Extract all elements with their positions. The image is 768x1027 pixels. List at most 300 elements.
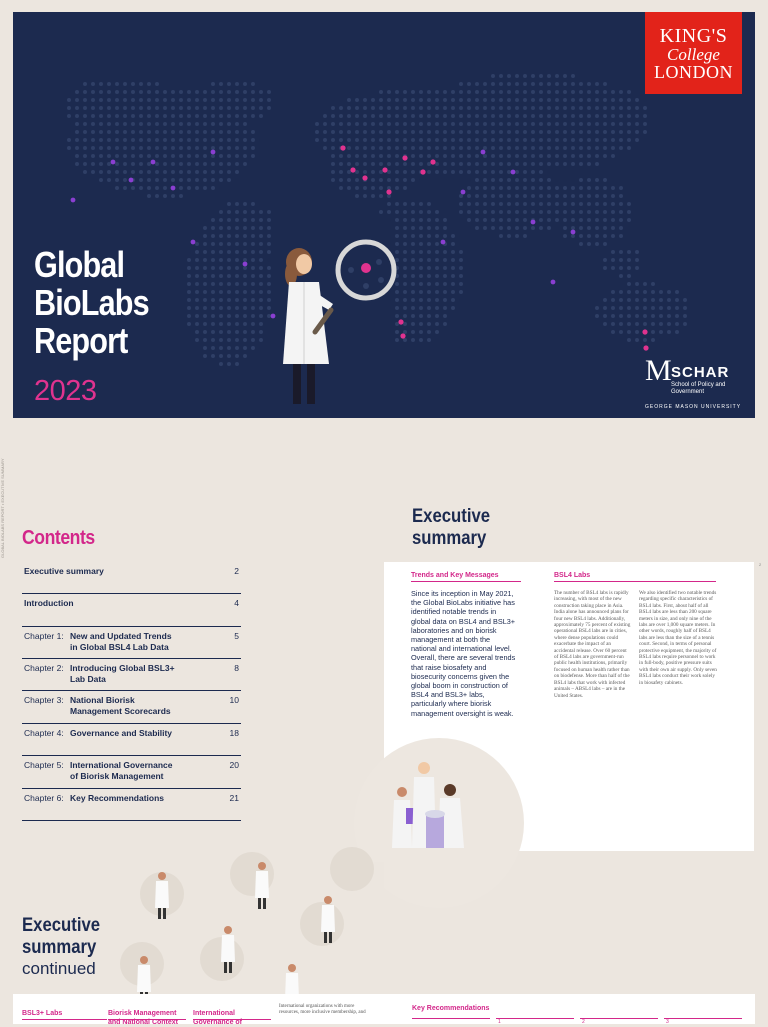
map-dot: [595, 194, 599, 198]
map-dot: [131, 146, 135, 150]
map-dot: [371, 186, 375, 190]
map-dot: [99, 82, 103, 86]
map-dot: [571, 138, 575, 142]
map-dot: [579, 234, 583, 238]
map-dot: [435, 250, 439, 254]
map-dot: [499, 130, 503, 134]
map-dot: [595, 210, 599, 214]
map-dot: [467, 130, 471, 134]
map-dot: [259, 306, 263, 310]
toc-title: International Governance of Biorisk Management: [70, 760, 173, 781]
map-dot: [235, 90, 239, 94]
map-dot: [259, 98, 263, 102]
map-dot: [579, 178, 583, 182]
map-dot: [355, 122, 359, 126]
map-dot: [563, 74, 567, 78]
map-dot: [563, 234, 567, 238]
map-dot: [659, 322, 663, 326]
map-dot: [107, 130, 111, 134]
toc-entry[interactable]: [22, 562, 241, 594]
map-dot: [563, 106, 567, 110]
map-dot: [147, 146, 151, 150]
toc-entry[interactable]: [22, 789, 241, 821]
map-dot: [523, 130, 527, 134]
map-dot: [83, 122, 87, 126]
map-dot: [619, 290, 623, 294]
map-dot: [571, 234, 575, 238]
map-dot: [435, 210, 439, 214]
map-dot: [171, 122, 175, 126]
map-dot: [147, 98, 151, 102]
map-dot: [115, 98, 119, 102]
map-dot: [323, 130, 327, 134]
map-dot: [235, 282, 239, 286]
map-dot: [611, 314, 615, 318]
map-dot: [491, 146, 495, 150]
map-dot: [547, 74, 551, 78]
map-dot: [67, 138, 71, 142]
map-dot: [459, 154, 463, 158]
map-dot: [603, 242, 607, 246]
map-dot: [683, 314, 687, 318]
toc-title: Governance and Stability: [70, 728, 173, 738]
map-dot: [619, 202, 623, 206]
map-dot: [603, 218, 607, 222]
map-dot: [123, 130, 127, 134]
map-dot: [507, 82, 511, 86]
map-dot: [259, 258, 263, 262]
map-dot: [563, 90, 567, 94]
map-dot: [571, 146, 575, 150]
map-dot: [587, 234, 591, 238]
map-dot: [339, 138, 343, 142]
map-dot: [587, 186, 591, 190]
map-dot: [195, 266, 199, 270]
map-dot: [171, 138, 175, 142]
map-dot: [187, 146, 191, 150]
map-dot: [603, 98, 607, 102]
map-dot: [627, 298, 631, 302]
scientist-figure: [318, 894, 338, 944]
map-dot: [411, 154, 415, 158]
rec-rule-2: [580, 1018, 658, 1019]
map-dot: [611, 330, 615, 334]
map-dot: [451, 290, 455, 294]
map-dot: [539, 202, 543, 206]
map-dot: [603, 90, 607, 94]
map-dot: [419, 138, 423, 142]
map-dot: [603, 130, 607, 134]
map-dot: [203, 298, 207, 302]
map-dot: [155, 122, 159, 126]
map-dot: [555, 114, 559, 118]
map-dot: [667, 298, 671, 302]
map-dot: [395, 162, 399, 166]
map-dot: [67, 146, 71, 150]
map-dot: [123, 170, 127, 174]
map-dot: [571, 202, 575, 206]
map-dot: [603, 298, 607, 302]
map-dot: [323, 122, 327, 126]
map-dot: [619, 306, 623, 310]
map-dot: [107, 114, 111, 118]
map-dot: [523, 202, 527, 206]
map-dot: [427, 298, 431, 302]
map-dot: [235, 274, 239, 278]
map-dot: [83, 170, 87, 174]
bsl3-lab-dot: [211, 150, 216, 155]
map-dot: [331, 130, 335, 134]
map-dot: [419, 202, 423, 206]
map-dot: [635, 322, 639, 326]
map-dot: [627, 274, 631, 278]
map-dot: [411, 266, 415, 270]
map-dot: [547, 202, 551, 206]
map-dot: [619, 234, 623, 238]
map-dot: [451, 170, 455, 174]
cover-title-line-2: BioLabs: [34, 282, 149, 323]
map-dot: [163, 114, 167, 118]
map-dot: [171, 154, 175, 158]
map-dot: [507, 162, 511, 166]
map-dot: [187, 290, 191, 294]
map-dot: [211, 330, 215, 334]
map-dot: [227, 242, 231, 246]
map-dot: [379, 90, 383, 94]
map-dot: [219, 98, 223, 102]
map-dot: [547, 114, 551, 118]
map-dot: [187, 122, 191, 126]
map-dot: [627, 146, 631, 150]
map-dot: [443, 266, 447, 270]
map-dot: [563, 218, 567, 222]
map-dot: [115, 114, 119, 118]
map-dot: [235, 226, 239, 230]
map-dot: [123, 186, 127, 190]
map-dot: [515, 90, 519, 94]
map-dot: [491, 114, 495, 118]
trends-heading: Trends and Key Messages: [411, 572, 521, 582]
map-dot: [467, 210, 471, 214]
map-dot: [211, 114, 215, 118]
map-dot: [395, 170, 399, 174]
cover-title-line-3: Report: [34, 320, 128, 361]
map-dot: [635, 258, 639, 262]
map-dot: [435, 266, 439, 270]
map-dot: [539, 98, 543, 102]
map-dot: [187, 274, 191, 278]
map-dot: [395, 90, 399, 94]
map-dot: [507, 178, 511, 182]
map-dot: [491, 210, 495, 214]
map-dot: [611, 106, 615, 110]
map-dot: [331, 138, 335, 142]
cont-title-bold: [22, 915, 111, 959]
map-dot: [131, 122, 135, 126]
map-dot: [611, 146, 615, 150]
map-dot: [451, 138, 455, 142]
map-dot: [411, 290, 415, 294]
toc-chapter-label: Chapter 5:: [24, 760, 64, 770]
map-dot: [587, 138, 591, 142]
map-dot: [435, 90, 439, 94]
map-dot: [227, 362, 231, 366]
map-dot: [579, 114, 583, 118]
map-dot: [427, 226, 431, 230]
map-dot: [427, 330, 431, 334]
map-dot: [155, 186, 159, 190]
map-dot: [571, 218, 575, 222]
map-dot: [259, 298, 263, 302]
map-dot: [75, 130, 79, 134]
map-dot: [547, 226, 551, 230]
map-dot: [459, 114, 463, 118]
map-dot: [579, 194, 583, 198]
map-dot: [427, 146, 431, 150]
map-dot: [419, 146, 423, 150]
map-dot: [267, 218, 271, 222]
map-dot: [523, 90, 527, 94]
map-dot: [339, 170, 343, 174]
map-dot: [451, 282, 455, 286]
map-dot: [363, 106, 367, 110]
map-dot: [379, 114, 383, 118]
map-dot: [235, 170, 239, 174]
toc-entry[interactable]: [22, 594, 241, 627]
map-dot: [227, 154, 231, 158]
map-dot: [523, 210, 527, 214]
map-dot: [467, 122, 471, 126]
toc-entry[interactable]: [22, 691, 241, 724]
map-dot: [211, 234, 215, 238]
bsl3-lab-dot: [511, 170, 516, 175]
map-dot: [627, 314, 631, 318]
toc-entry[interactable]: [22, 756, 241, 789]
map-dot: [675, 330, 679, 334]
map-dot: [403, 98, 407, 102]
map-dot: [483, 178, 487, 182]
map-dot: [131, 82, 135, 86]
map-dot: [443, 154, 447, 158]
map-dot: [539, 82, 543, 86]
map-dot: [435, 314, 439, 318]
map-dot: [259, 218, 263, 222]
map-dot: [139, 122, 143, 126]
map-dot: [595, 202, 599, 206]
map-dot: [227, 170, 231, 174]
map-dot: [459, 194, 463, 198]
contents-heading-text: Contents: [22, 527, 95, 549]
map-dot: [603, 210, 607, 214]
map-dot: [251, 130, 255, 134]
map-dot: [123, 106, 127, 110]
map-dot: [611, 218, 615, 222]
map-dot: [611, 202, 615, 206]
map-dot: [123, 146, 127, 150]
map-dot: [267, 210, 271, 214]
map-dot: [163, 170, 167, 174]
map-dot: [427, 162, 431, 166]
map-dot: [547, 82, 551, 86]
map-dot: [211, 266, 215, 270]
map-dot: [243, 154, 247, 158]
map-dot: [187, 186, 191, 190]
toc-entry[interactable]: [22, 659, 241, 691]
map-dot: [531, 122, 535, 126]
map-dot: [235, 130, 239, 134]
map-dot: [235, 138, 239, 142]
map-dot: [235, 106, 239, 110]
map-dot: [171, 130, 175, 134]
map-dot: [627, 290, 631, 294]
map-dot: [411, 306, 415, 310]
continued-left-page: [13, 994, 384, 1024]
map-dot: [339, 130, 343, 134]
map-dot: [243, 250, 247, 254]
map-dot: [411, 202, 415, 206]
map-dot: [379, 178, 383, 182]
map-dot: [251, 298, 255, 302]
map-dot: [387, 178, 391, 182]
map-dot: [91, 130, 95, 134]
map-dot: [611, 130, 615, 134]
map-dot: [499, 178, 503, 182]
map-dot: [211, 298, 215, 302]
map-dot: [139, 114, 143, 118]
map-dot: [259, 290, 263, 294]
map-dot: [627, 306, 631, 310]
map-dot: [555, 146, 559, 150]
map-dot: [547, 90, 551, 94]
map-dot: [411, 234, 415, 238]
map-dot: [435, 106, 439, 110]
map-dot: [179, 130, 183, 134]
map-dot: [483, 226, 487, 230]
map-dot: [435, 298, 439, 302]
toc-entry[interactable]: [22, 724, 241, 756]
map-dot: [515, 74, 519, 78]
map-dot: [491, 74, 495, 78]
map-dot: [467, 138, 471, 142]
map-dot: [627, 98, 631, 102]
map-dot: [531, 98, 535, 102]
map-dot: [451, 122, 455, 126]
map-dot: [403, 178, 407, 182]
map-dot: [475, 154, 479, 158]
map-dot: [411, 114, 415, 118]
map-dot: [443, 226, 447, 230]
map-dot: [259, 90, 263, 94]
map-dot: [235, 306, 239, 310]
map-dot: [539, 162, 543, 166]
map-dot: [603, 322, 607, 326]
map-dot: [443, 306, 447, 310]
map-dot: [635, 282, 639, 286]
map-dot: [363, 154, 367, 158]
map-dot: [627, 250, 631, 254]
map-dot: [443, 218, 447, 222]
map-dot: [595, 90, 599, 94]
map-dot: [627, 322, 631, 326]
map-dot: [211, 122, 215, 126]
map-dot: [563, 202, 567, 206]
map-dot: [99, 114, 103, 118]
map-dot: [235, 218, 239, 222]
map-dot: [451, 106, 455, 110]
map-dot: [403, 90, 407, 94]
map-dot: [155, 138, 159, 142]
map-dot: [147, 114, 151, 118]
map-dot: [619, 138, 623, 142]
map-dot: [347, 122, 351, 126]
map-dot: [195, 130, 199, 134]
map-dot: [619, 226, 623, 230]
map-dot: [579, 130, 583, 134]
map-dot: [107, 82, 111, 86]
map-dot: [91, 138, 95, 142]
map-dot: [387, 202, 391, 206]
map-dot: [139, 186, 143, 190]
cont-title-line-1: Executive: [22, 915, 101, 936]
map-dot: [195, 90, 199, 94]
toc-entry[interactable]: [22, 627, 241, 659]
map-dot: [595, 314, 599, 318]
map-dot: [571, 74, 575, 78]
map-dot: [203, 186, 207, 190]
map-dot: [115, 130, 119, 134]
map-dot: [179, 138, 183, 142]
map-dot: [531, 82, 535, 86]
map-dot: [259, 106, 263, 110]
map-dot: [363, 162, 367, 166]
map-dot: [227, 258, 231, 262]
map-dot: [179, 162, 183, 166]
map-dot: [235, 290, 239, 294]
toc-page-number: 20: [229, 760, 239, 770]
map-dot: [515, 162, 519, 166]
map-dot: [115, 106, 119, 110]
map-dot: [75, 114, 79, 118]
map-dot: [531, 194, 535, 198]
map-dot: [395, 218, 399, 222]
map-dot: [475, 90, 479, 94]
map-dot: [155, 130, 159, 134]
scientist-figure: [152, 870, 172, 920]
map-dot: [403, 130, 407, 134]
map-dot: [155, 178, 159, 182]
map-dot: [411, 122, 415, 126]
map-dot: [443, 170, 447, 174]
map-dot: [235, 98, 239, 102]
map-dot: [243, 138, 247, 142]
map-dot: [99, 138, 103, 142]
map-dot: [203, 266, 207, 270]
map-dot: [339, 154, 343, 158]
map-dot: [419, 250, 423, 254]
map-dot: [547, 186, 551, 190]
map-dot: [651, 290, 655, 294]
map-dot: [347, 178, 351, 182]
toc-chapter-label: Chapter 6:: [24, 793, 64, 803]
bsl4-column-2: We also identified two notable trends regarding specific characteristics of BSL4 labs. First, about half of all BSL4 labs are less than 200 square meters in size, and only nine of the labs are over 1,000 square meters. In other words, roughly half of BSL4 labs are less than the size of a tennis court. Second, in terms of personal protective equipment, the majority of BSL4 labs require personnel to work in full-body, positive pressure suits with their own air supply. Only seven BSL4 labs conduct their work solely in biosafety cabinets.: [639, 590, 717, 686]
map-dot: [395, 210, 399, 214]
map-dot: [155, 98, 159, 102]
map-dot: [523, 106, 527, 110]
map-dot: [467, 218, 471, 222]
map-dot: [187, 162, 191, 166]
map-dot: [371, 130, 375, 134]
map-dot: [507, 146, 511, 150]
